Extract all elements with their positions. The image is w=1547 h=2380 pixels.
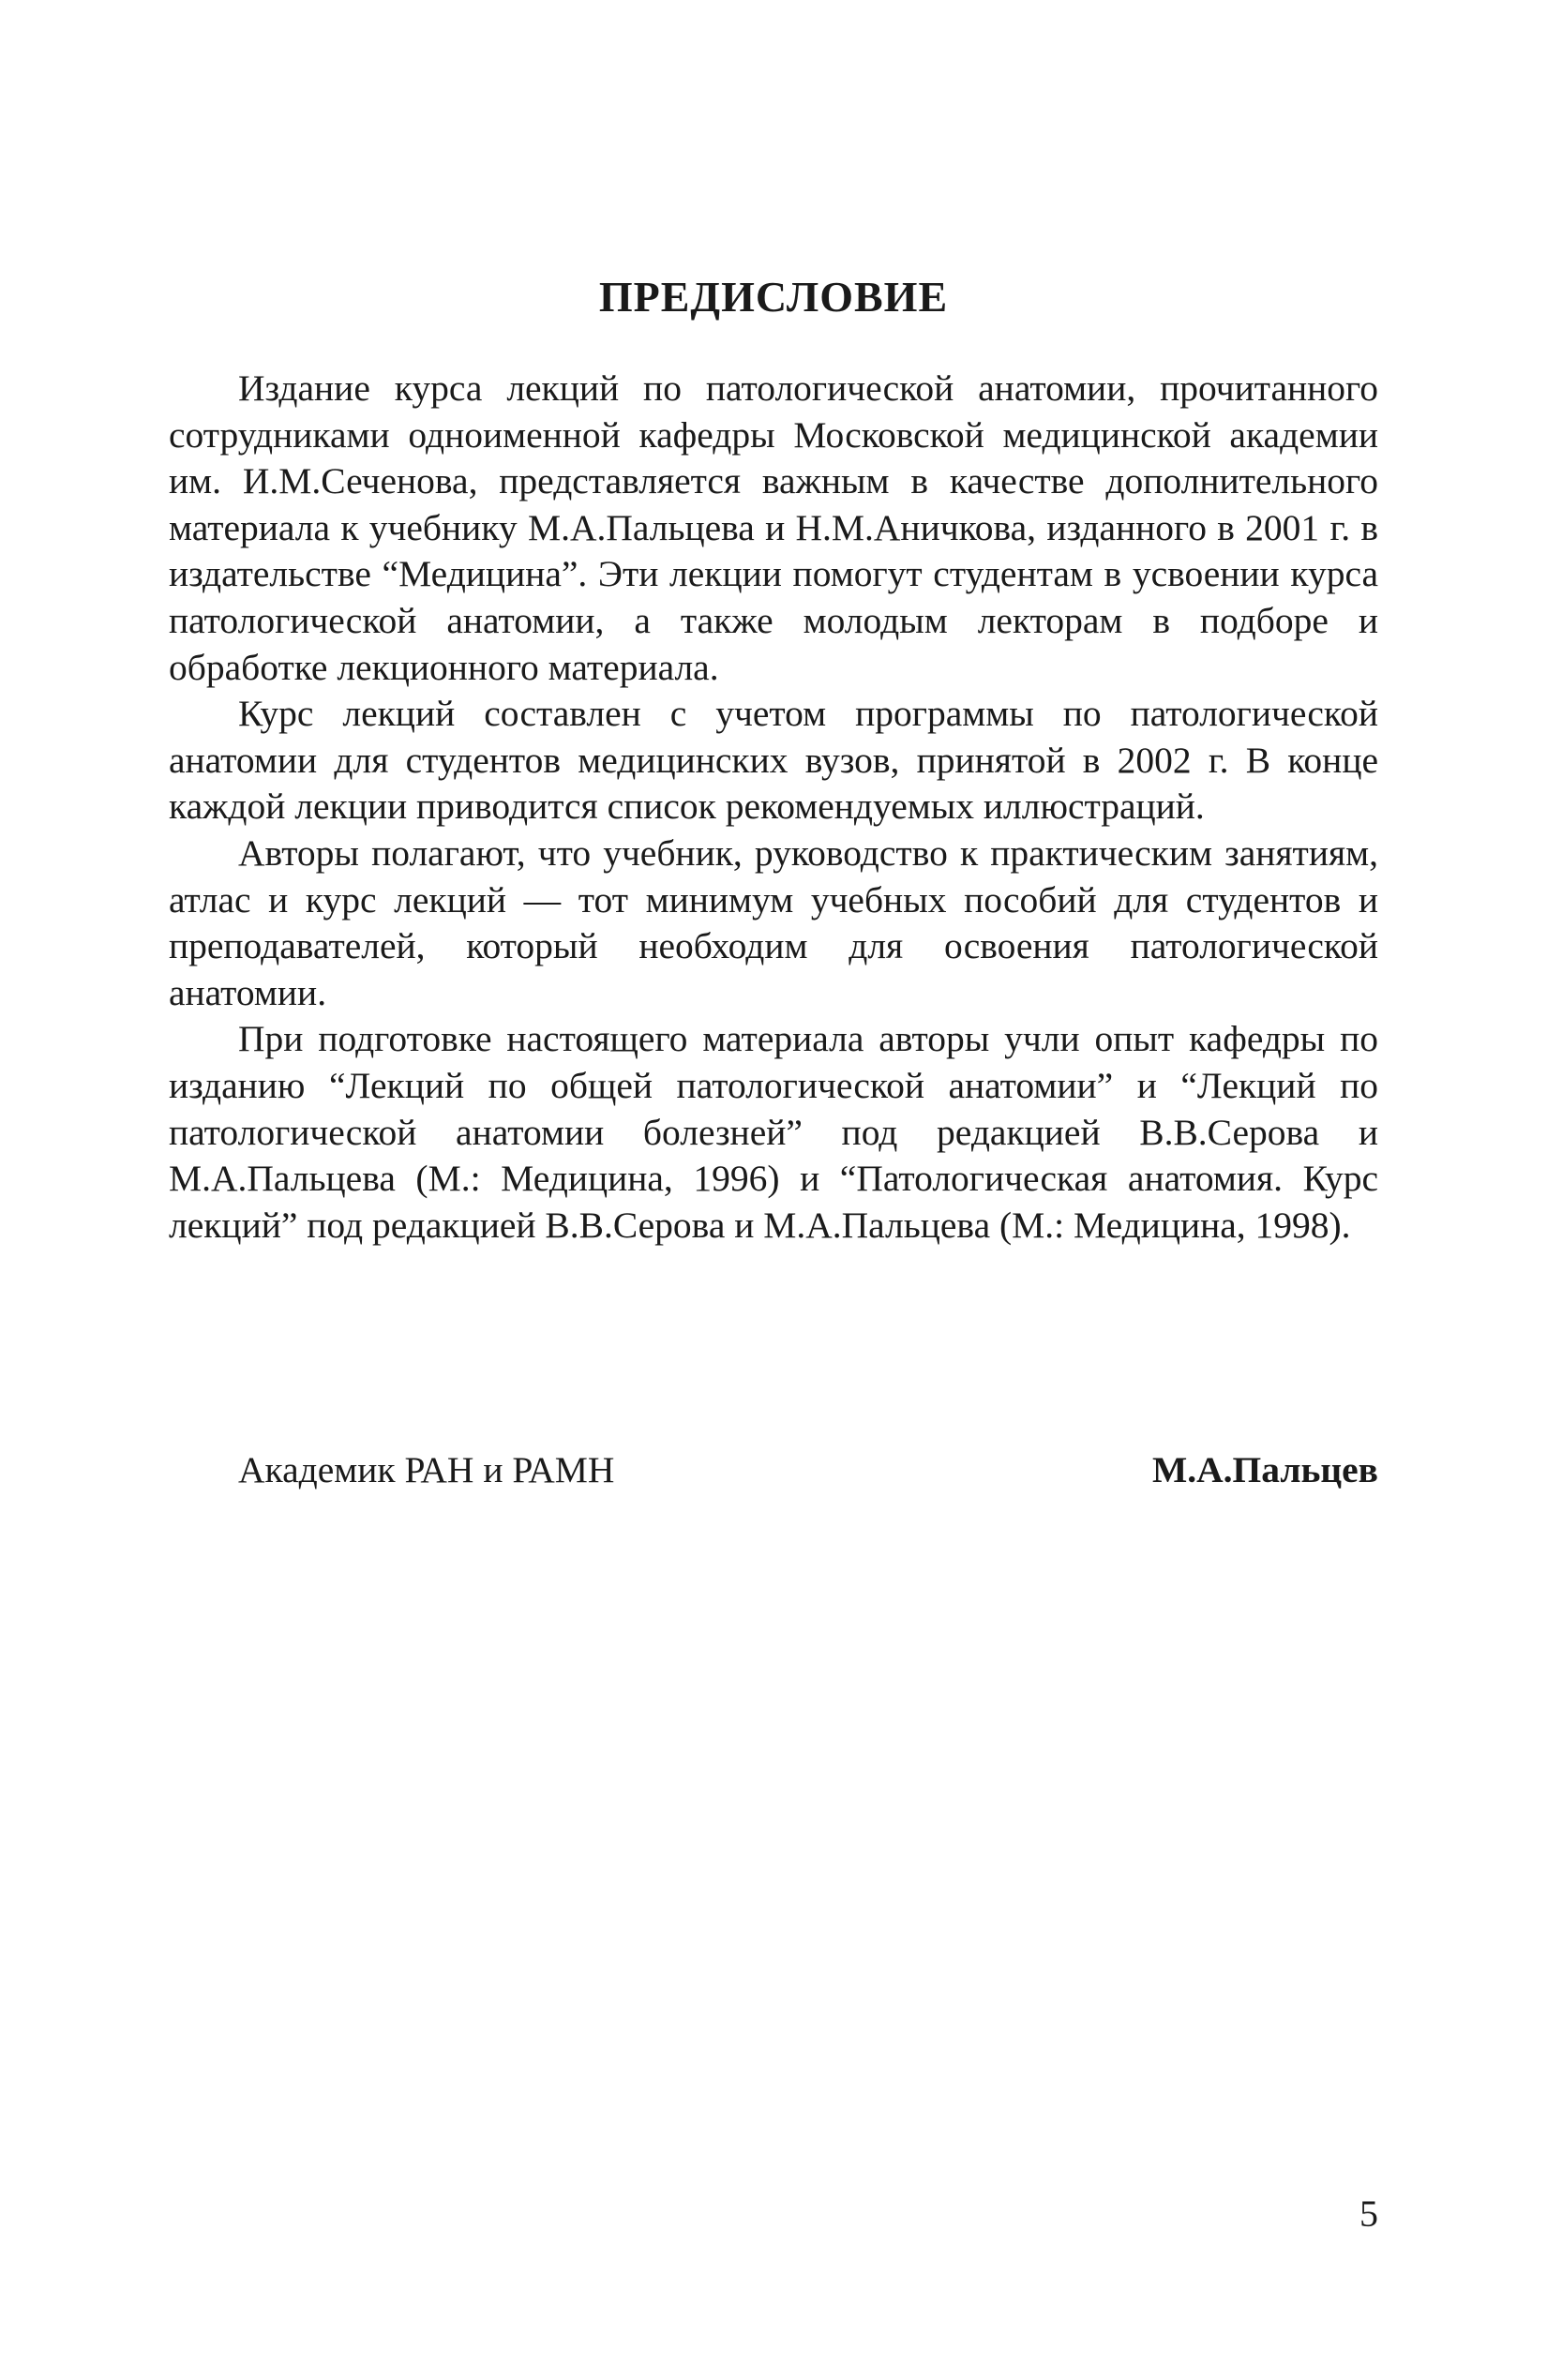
paragraph: Издание курса лекций по патологической анатомии, прочитанного сотрудниками одноименной кафедры Московской медицинской академии им. И.М.Сеченова, представляется важным в качестве дополнительного материала к учебнику М.А.Пальцева и Н.М.Аничкова, изданного в 2001 г. в издательстве “Медицина”. Эти лекции помогут студентам в усвоении курса патологической анатомии, а также молодым лекторам в подборе и обработке лекционного материала. (169, 367, 1378, 688)
page-title: ПРЕДИСЛОВИЕ (598, 273, 949, 321)
signature-name: М.А.Пальцев (1151, 1449, 1378, 1490)
paragraph: Авторы полагают, что учебник, руководство к практическим занятиям, атлас и курс лекций — тот минимум учебных пособий для студентов и преподавателей, который необходим для освоения патологической анатомии. (169, 831, 1378, 1013)
preface-body (169, 366, 1378, 1249)
signature-role: Академик РАН и РАМН (238, 1449, 615, 1490)
paragraph: Курс лекций составлен с учетом программы по патологической анатомии для студентов медицинских вузов, принятой в 2002 г. В конце каждой лекции приводится список рекомендуемых иллюстраций. (169, 693, 1378, 828)
paragraph: При подготовке настоящего материала авторы учли опыт кафедры по изданию “Лекций по общей патологической анатомии” и “Лекций по патологической анатомии болезней” под редакцией В.В.Серова и М.А.Пальцева (М.: Медицина, 1996) и “Патологическая анатомия. Курс лекций” под редакцией В.В.Серова и М.А.Пальцева (М.: Медицина, 1998). (169, 1018, 1378, 1246)
page-number: 5 (1359, 2193, 1378, 2235)
